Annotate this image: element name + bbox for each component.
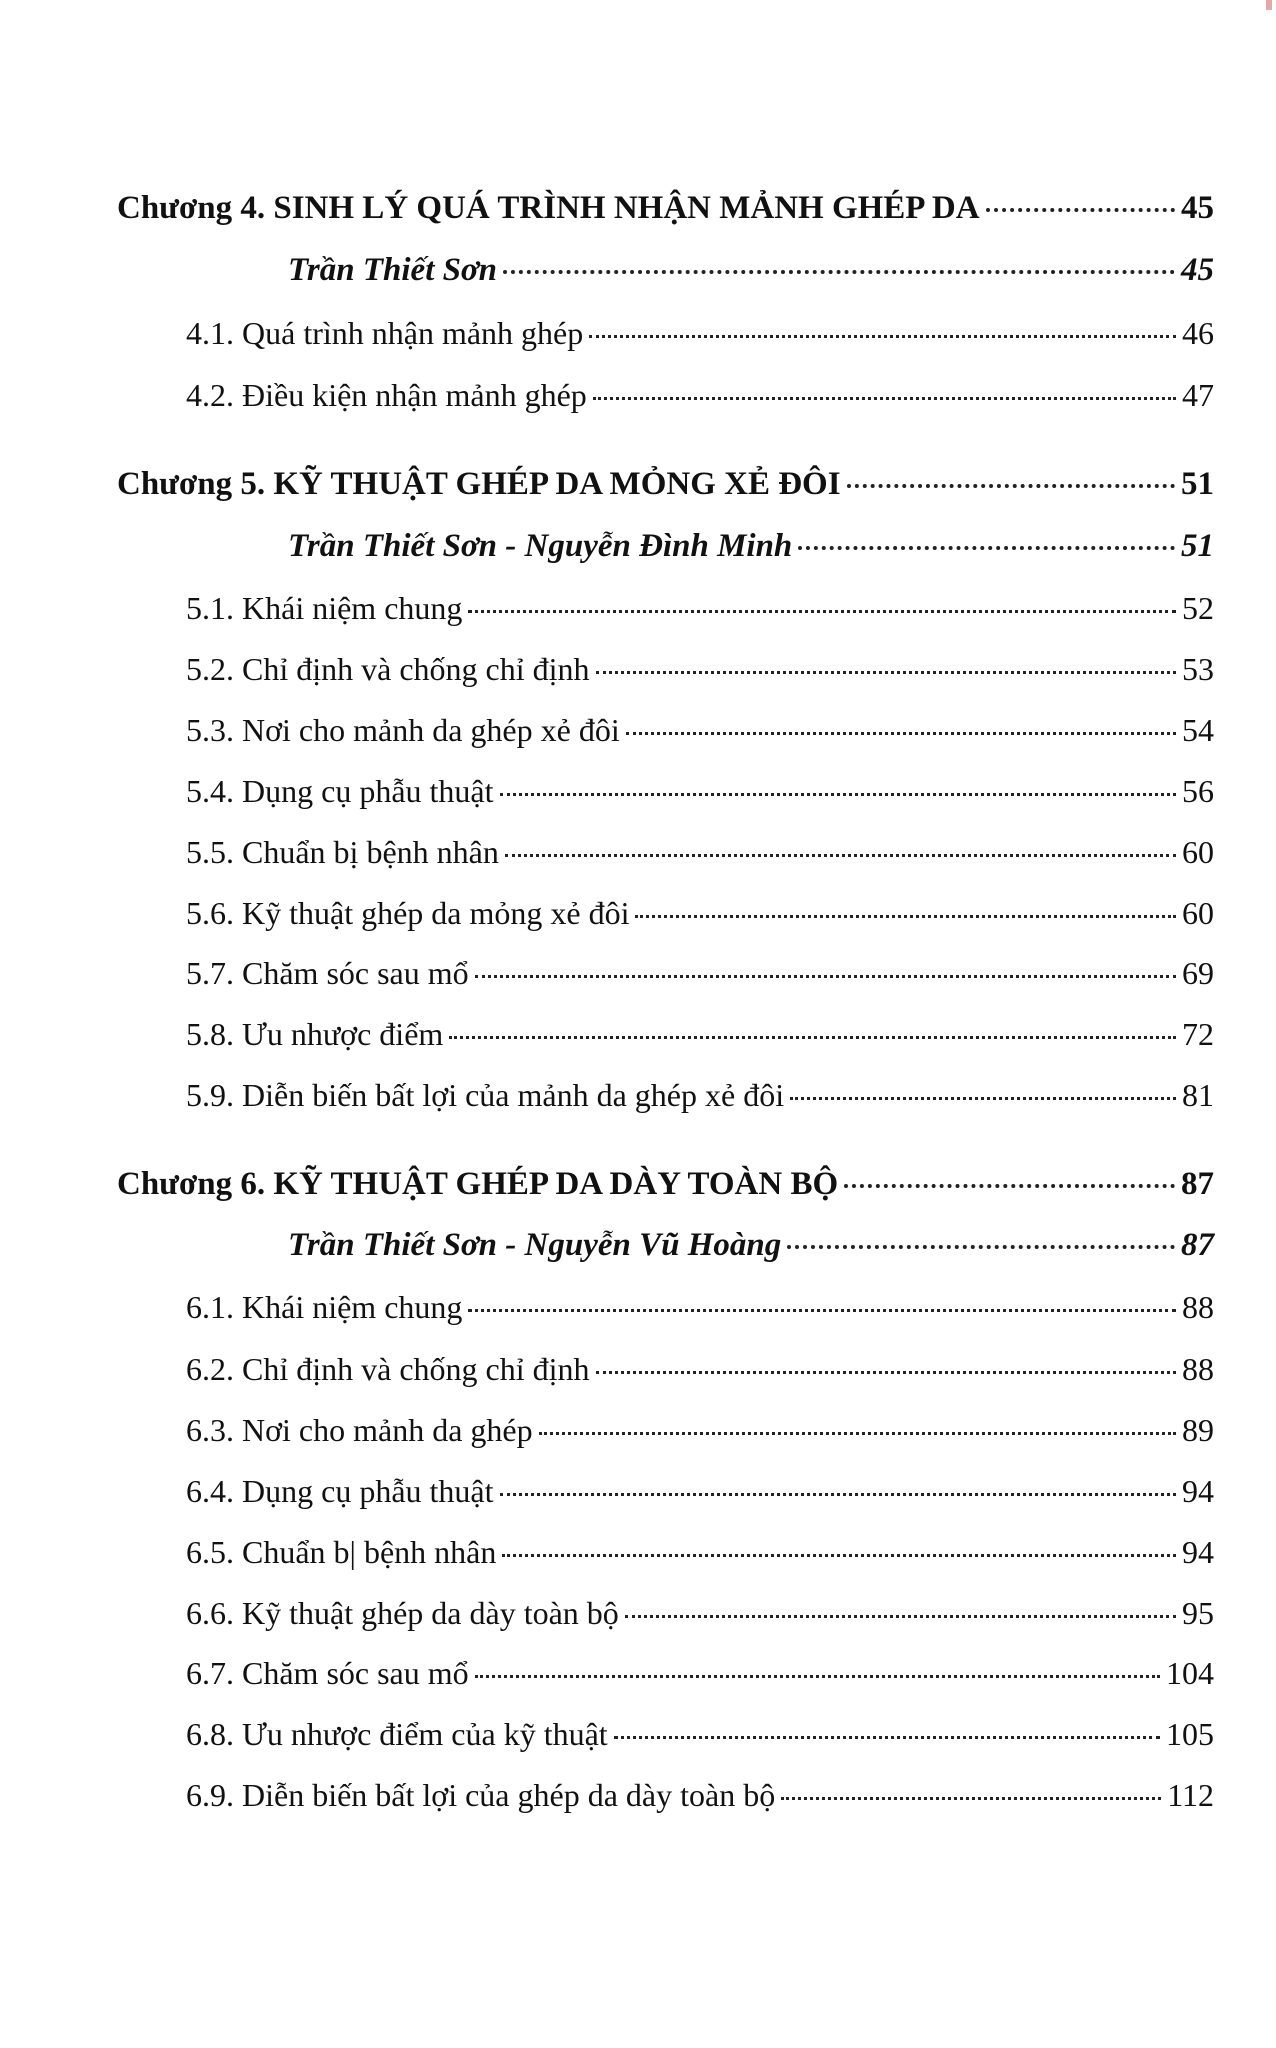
toc-section	[186, 897, 1214, 929]
toc-section	[186, 836, 1214, 868]
dot-leader	[625, 1615, 1176, 1618]
toc-page-number: 52	[1182, 590, 1214, 626]
toc-entry-title: Trần Thiết Sơn	[288, 252, 498, 288]
toc-section	[186, 1597, 1214, 1629]
dot-leader	[986, 208, 1175, 212]
toc-entry-title: 5.9. Diễn biến bất lợi của mảnh da ghép xẻ đôi	[186, 1077, 785, 1113]
dot-leader	[500, 793, 1177, 796]
dot-leader	[847, 484, 1175, 488]
toc-section	[186, 1718, 1214, 1750]
toc-section	[186, 1475, 1214, 1507]
toc-page-number: 56	[1182, 773, 1214, 809]
toc-author	[288, 1229, 1214, 1262]
toc-section	[186, 1779, 1214, 1811]
toc-entry-title: Chương 6. KỸ THUẬT GHÉP DA DÀY TOÀN BỘ	[117, 1166, 839, 1202]
toc-chapter-5	[117, 468, 1214, 501]
toc-entry-title: Chương 5. KỸ THUẬT GHÉP DA MỎNG XẺ ĐÔI	[117, 466, 841, 502]
dot-leader	[596, 1371, 1176, 1374]
toc-entry-title: 5.1. Khái niệm chung	[186, 590, 463, 626]
toc-section	[186, 1079, 1214, 1111]
toc-entry-title: Trần Thiết Sơn - Nguyễn Đình Minh	[288, 528, 793, 564]
toc-page-number: 54	[1182, 712, 1214, 748]
dot-leader	[449, 1036, 1176, 1039]
toc-page-number: 47	[1182, 377, 1214, 413]
dot-leader	[614, 1736, 1160, 1739]
dot-leader	[787, 1245, 1175, 1249]
dot-leader	[844, 1184, 1175, 1188]
toc-entry-title: 5.4. Dụng cụ phẫu thuật	[186, 773, 494, 809]
toc-entry-title: 5.6. Kỹ thuật ghép da mỏng xẻ đôi	[186, 895, 630, 931]
dot-leader	[635, 915, 1176, 918]
toc-chapter-4	[117, 192, 1214, 225]
toc-entry-title: 6.8. Ưu nhược điểm của kỹ thuật	[186, 1716, 608, 1752]
toc-page-number: 95	[1182, 1595, 1214, 1631]
toc-section	[186, 1536, 1214, 1568]
toc-page-number: 45	[1181, 252, 1214, 288]
toc-page-number: 88	[1182, 1351, 1214, 1387]
toc-entry-title: 6.3. Nơi cho mảnh da ghép	[186, 1412, 533, 1448]
toc-section	[186, 1291, 1214, 1323]
toc-page-number: 46	[1182, 315, 1214, 351]
toc-entry-title: 6.9. Diễn biến bất lợi của ghép da dày toàn bộ	[186, 1777, 776, 1813]
toc-entry-title: 5.5. Chuẩn bị bệnh nhân	[186, 834, 499, 870]
toc-page-number: 45	[1181, 190, 1214, 226]
toc-section	[186, 379, 1214, 411]
toc-entry-title: 6.4. Dụng cụ phẫu thuật	[186, 1473, 494, 1509]
dot-leader	[539, 1432, 1176, 1435]
toc-section	[186, 592, 1214, 624]
dot-leader	[468, 610, 1176, 613]
toc-page-number: 60	[1182, 834, 1214, 870]
toc-page-number: 94	[1182, 1473, 1214, 1509]
dot-leader	[500, 1493, 1177, 1496]
toc-entry-title: 6.2. Chỉ định và chống chỉ định	[186, 1351, 590, 1387]
toc-page-number: 51	[1181, 528, 1214, 564]
toc-entry-title: 5.3. Nơi cho mảnh da ghép xẻ đôi	[186, 712, 620, 748]
dot-leader	[626, 732, 1176, 735]
dot-leader	[502, 1554, 1176, 1557]
toc-entry-title: 5.7. Chăm sóc sau mổ	[186, 955, 469, 991]
dot-leader	[589, 335, 1176, 338]
toc-entry-title: 5.2. Chỉ định và chống chỉ định	[186, 651, 590, 687]
toc-page-number: 112	[1167, 1777, 1214, 1813]
toc-section	[186, 775, 1214, 807]
toc-page-number: 81	[1182, 1077, 1214, 1113]
toc-section	[186, 1018, 1214, 1050]
toc-page-number: 72	[1182, 1016, 1214, 1052]
toc-section	[186, 1657, 1214, 1689]
toc-entry-title: Chương 4. SINH LÝ QUÁ TRÌNH NHẬN MẢNH GHÉP DA	[117, 190, 980, 226]
toc-entry-title: 6.1. Khái niệm chung	[186, 1289, 463, 1325]
toc-page-number: 69	[1182, 955, 1214, 991]
toc-section	[186, 1353, 1214, 1385]
dot-leader	[505, 854, 1176, 857]
page-edge-mark	[1266, 0, 1272, 10]
dot-leader	[593, 397, 1176, 400]
toc-author	[288, 530, 1214, 563]
dot-leader	[468, 1309, 1176, 1312]
toc-section	[186, 653, 1214, 685]
toc-entry-title: 6.7. Chăm sóc sau mổ	[186, 1655, 469, 1691]
toc-entry-title: 4.1. Quá trình nhận mảnh ghép	[186, 315, 584, 351]
toc-page-number: 89	[1182, 1412, 1214, 1448]
toc-entry-title: 4.2. Điều kiện nhận mảnh ghép	[186, 377, 587, 413]
toc-page-number: 60	[1182, 895, 1214, 931]
toc-author	[288, 254, 1214, 287]
toc-entry-title: Trần Thiết Sơn - Nguyễn Vũ Hoàng	[288, 1227, 782, 1263]
toc-page-number: 94	[1182, 1534, 1214, 1570]
dot-leader	[475, 1675, 1160, 1678]
dot-leader	[596, 671, 1176, 674]
toc-page-number: 51	[1181, 466, 1214, 502]
toc-page-number: 53	[1182, 651, 1214, 687]
toc-entry-title: 5.8. Ưu nhược điểm	[186, 1016, 444, 1052]
toc-page-number: 87	[1181, 1227, 1214, 1263]
toc-entry-title: 6.5. Chuẩn b| bệnh nhân	[186, 1534, 497, 1570]
dot-leader	[790, 1097, 1176, 1100]
dot-leader	[503, 270, 1175, 274]
toc-chapter-6	[117, 1168, 1214, 1201]
toc-section	[186, 714, 1214, 746]
dot-leader	[798, 546, 1175, 550]
toc-page-number: 105	[1166, 1716, 1214, 1752]
toc-entry-title: 6.6. Kỹ thuật ghép da dày toàn bộ	[186, 1595, 619, 1631]
dot-leader	[475, 975, 1176, 978]
dot-leader	[781, 1797, 1161, 1800]
toc-page-number: 104	[1166, 1655, 1214, 1691]
toc-section	[186, 957, 1214, 989]
toc-page-number: 87	[1181, 1166, 1214, 1202]
toc-section	[186, 317, 1214, 349]
toc-section	[186, 1414, 1214, 1446]
toc-page-number: 88	[1182, 1289, 1214, 1325]
